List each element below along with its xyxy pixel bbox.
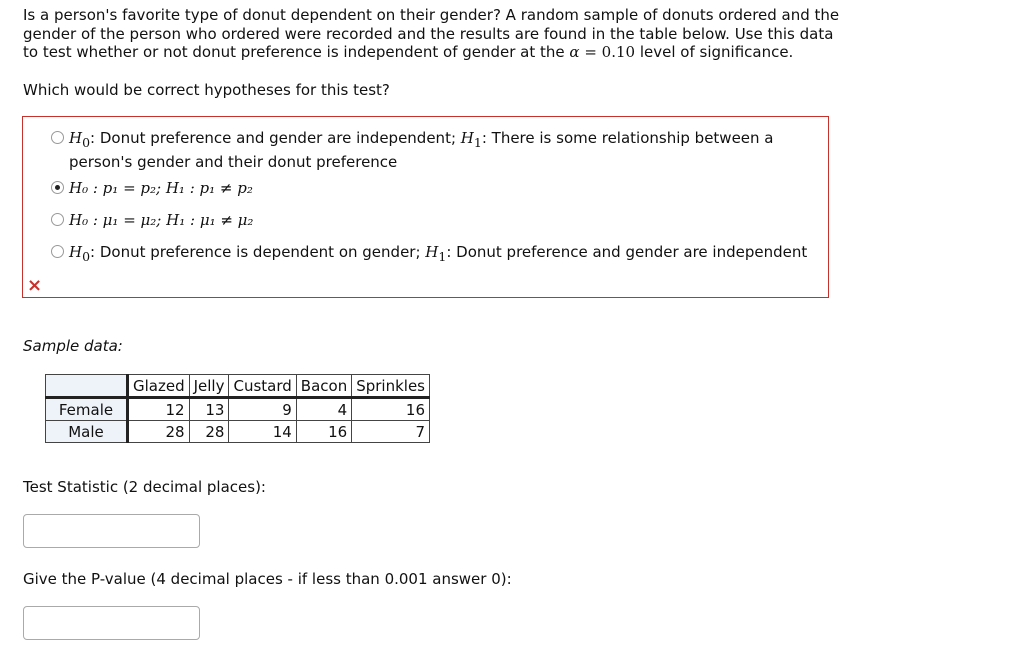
table-row bbox=[46, 421, 430, 443]
option-label: H₀ : p₁ = p₂; H₁ : p₁ ≠ p₂ bbox=[69, 179, 253, 197]
table-cell: 7 bbox=[352, 421, 430, 443]
table-cell: 16 bbox=[352, 398, 430, 421]
table-cell: 28 bbox=[128, 421, 190, 443]
table-cell: 4 bbox=[296, 398, 351, 421]
radio-button[interactable] bbox=[51, 245, 64, 258]
radio-button[interactable] bbox=[51, 131, 64, 144]
table-row bbox=[46, 398, 430, 421]
test-statistic-label: Test Statistic (2 decimal places): bbox=[23, 478, 266, 496]
table-cell: 14 bbox=[229, 421, 296, 443]
h0-subscript: 0 bbox=[82, 135, 91, 150]
p-value-label: Give the P-value (4 decimal places - if less than 0.001 answer 0): bbox=[23, 570, 512, 588]
option-proportions[interactable] bbox=[51, 179, 253, 198]
column-header: Sprinkles bbox=[352, 375, 430, 398]
intro-end-text: level of significance. bbox=[635, 43, 794, 61]
column-header: Jelly bbox=[189, 375, 229, 398]
p-value-input[interactable] bbox=[23, 606, 200, 640]
intro-text: Is a person's favorite type of donut dependent on their gender? A random sample of donuts ordered and the gender of the person who ordered were recorded and the results are found in the table below. Use this data to test whether or not donut preference is independent of gender at the bbox=[23, 6, 840, 61]
h0-symbol: H bbox=[69, 129, 83, 147]
table-cell: 12 bbox=[128, 398, 190, 421]
h1-symbol: H bbox=[460, 129, 474, 147]
row-header: Female bbox=[46, 398, 128, 421]
option-text: : Donut preference is dependent on gender; bbox=[90, 243, 426, 261]
contingency-table bbox=[45, 374, 430, 443]
h0-symbol: H bbox=[69, 243, 83, 261]
option-label bbox=[69, 129, 811, 171]
option-means[interactable] bbox=[51, 211, 253, 230]
problem-statement bbox=[23, 6, 843, 62]
column-header: Bacon bbox=[296, 375, 351, 398]
sample-data-label: Sample data: bbox=[23, 337, 123, 355]
h1-subscript: 1 bbox=[473, 135, 482, 150]
table-header-row bbox=[46, 375, 430, 398]
alpha-value: 0.10 bbox=[601, 43, 636, 61]
radio-button[interactable] bbox=[51, 213, 64, 226]
option-text: : Donut preference and gender are independent; bbox=[90, 129, 461, 147]
table-corner-cell bbox=[46, 375, 128, 398]
table-cell: 9 bbox=[229, 398, 296, 421]
column-header: Glazed bbox=[128, 375, 190, 398]
alpha-equals: = bbox=[579, 43, 602, 61]
h1-subscript: 1 bbox=[438, 249, 447, 264]
option-label: H₀ : μ₁ = μ₂; H₁ : μ₁ ≠ μ₂ bbox=[69, 211, 254, 229]
option-text-continued: : Donut preference and gender are independent bbox=[446, 243, 808, 261]
option-independence[interactable] bbox=[51, 129, 811, 171]
question-prompt: Which would be correct hypotheses for this test? bbox=[23, 81, 390, 99]
answer-options-box bbox=[22, 116, 829, 298]
h1-symbol: H bbox=[425, 243, 439, 261]
radio-button-selected[interactable] bbox=[51, 181, 64, 194]
row-header: Male bbox=[46, 421, 128, 443]
option-text-continued: : There is some relationship between a person's gender and their donut preference bbox=[69, 129, 774, 171]
test-statistic-input[interactable] bbox=[23, 514, 200, 548]
option-dependence[interactable] bbox=[51, 243, 807, 267]
incorrect-icon: × bbox=[27, 275, 43, 296]
table-cell: 13 bbox=[189, 398, 229, 421]
h0-subscript: 0 bbox=[82, 249, 91, 264]
table-cell: 28 bbox=[189, 421, 229, 443]
alpha-symbol: α bbox=[569, 43, 580, 61]
column-header: Custard bbox=[229, 375, 296, 398]
option-label bbox=[69, 243, 807, 267]
table-cell: 16 bbox=[296, 421, 351, 443]
